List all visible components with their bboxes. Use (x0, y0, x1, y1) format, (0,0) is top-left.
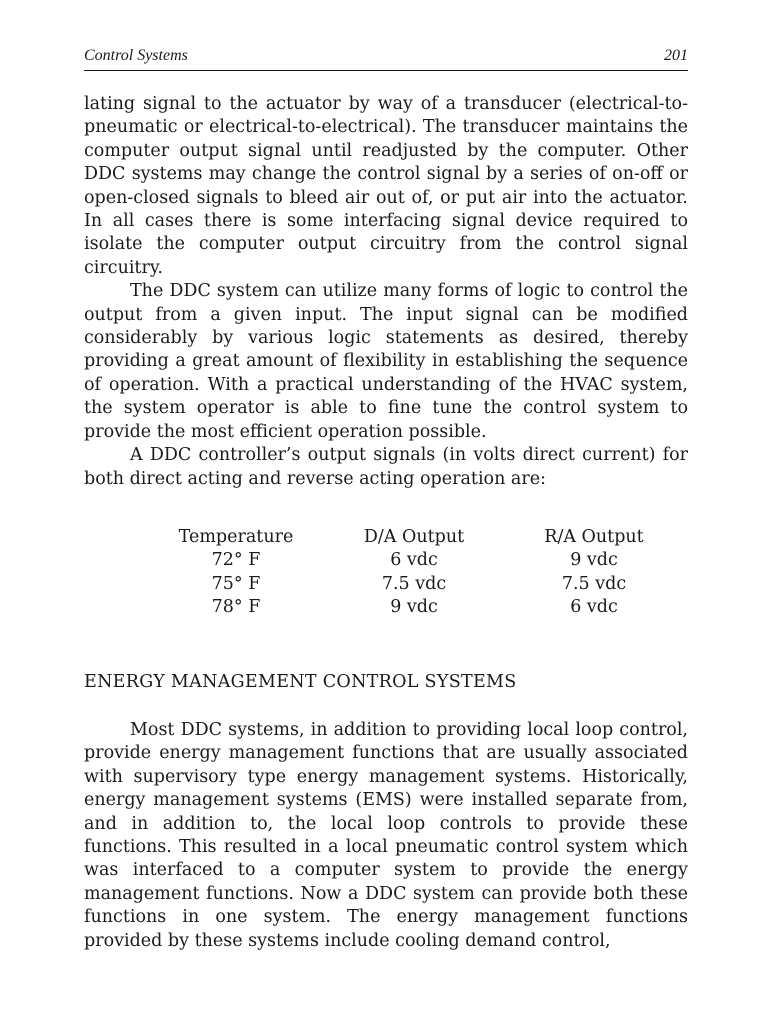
header-rule (84, 70, 688, 71)
paragraph: Most DDC systems, in addition to providing local loop control, provide energy management functions that are usually associated with supervisory type energy management systems. Historically, energy management systems (EMS) were installed separate from, and in addition to, the local loop controls to provide these functions. This resulted in a local pneumatic control system which was interfaced to a computer system to provide the energy management functions. Now a DDC system can provide both these functions in one system. The energy management functions provided by these systems include cooling demand control, (84, 720, 688, 951)
table-cell: 75° F (211, 573, 261, 594)
table-row (84, 596, 688, 619)
table-header-row (84, 526, 688, 549)
paragraph: The DDC system can utilize many forms of logic to control the output from a given input. The input signal can be modified considerably by various logic statements as desired, thereby providing a great amount of flexibility in establishing the sequence of operation. With a practical understanding of the HVAC system, the system operator is able to fine tune the control system to provide the most efficient operation possible. (84, 281, 688, 442)
table-row (84, 573, 688, 596)
table-row (84, 549, 688, 572)
table-cell: 6 vdc (570, 597, 618, 618)
column-header-da-output: D/A Output (363, 527, 465, 547)
table-cell: 7.5 vdc (381, 573, 447, 594)
table-cell: 6 vdc (390, 550, 438, 571)
paragraph: A DDC controller’s output signals (in volts direct current) for both direct acting and reverse acting operation are: (84, 445, 688, 489)
output-signal-table (84, 526, 688, 620)
table-cell: 78° F (211, 597, 261, 618)
body-text-top (84, 93, 688, 491)
table-cell: 9 vdc (390, 597, 438, 618)
page-number: 201 (664, 47, 688, 64)
table-cell: 7.5 vdc (561, 573, 627, 594)
table-cell: 72° F (211, 550, 261, 571)
table-cell: 9 vdc (570, 550, 618, 571)
running-title: Control Systems (84, 47, 188, 64)
paragraph: lating signal to the actuator by way of a transducer (electrical-to-pneumatic or electrical-to-electrical). The transducer maintains the computer output signal until readjusted by the computer. Other DDC systems may change the control signal by a series of on-off or open-closed signals to bleed air out of, or put air into the actuator. In all cases there is some interfacing signal device required to isolate the computer output circuitry from the control signal circuitry. (84, 94, 688, 278)
column-header-ra-output: R/A Output (544, 527, 644, 547)
column-header-temperature: Temperature (178, 527, 294, 547)
section-heading: ENERGY MANAGEMENT CONTROL SYSTEMS (84, 672, 517, 692)
running-head (84, 46, 688, 66)
body-text-section (84, 719, 688, 953)
